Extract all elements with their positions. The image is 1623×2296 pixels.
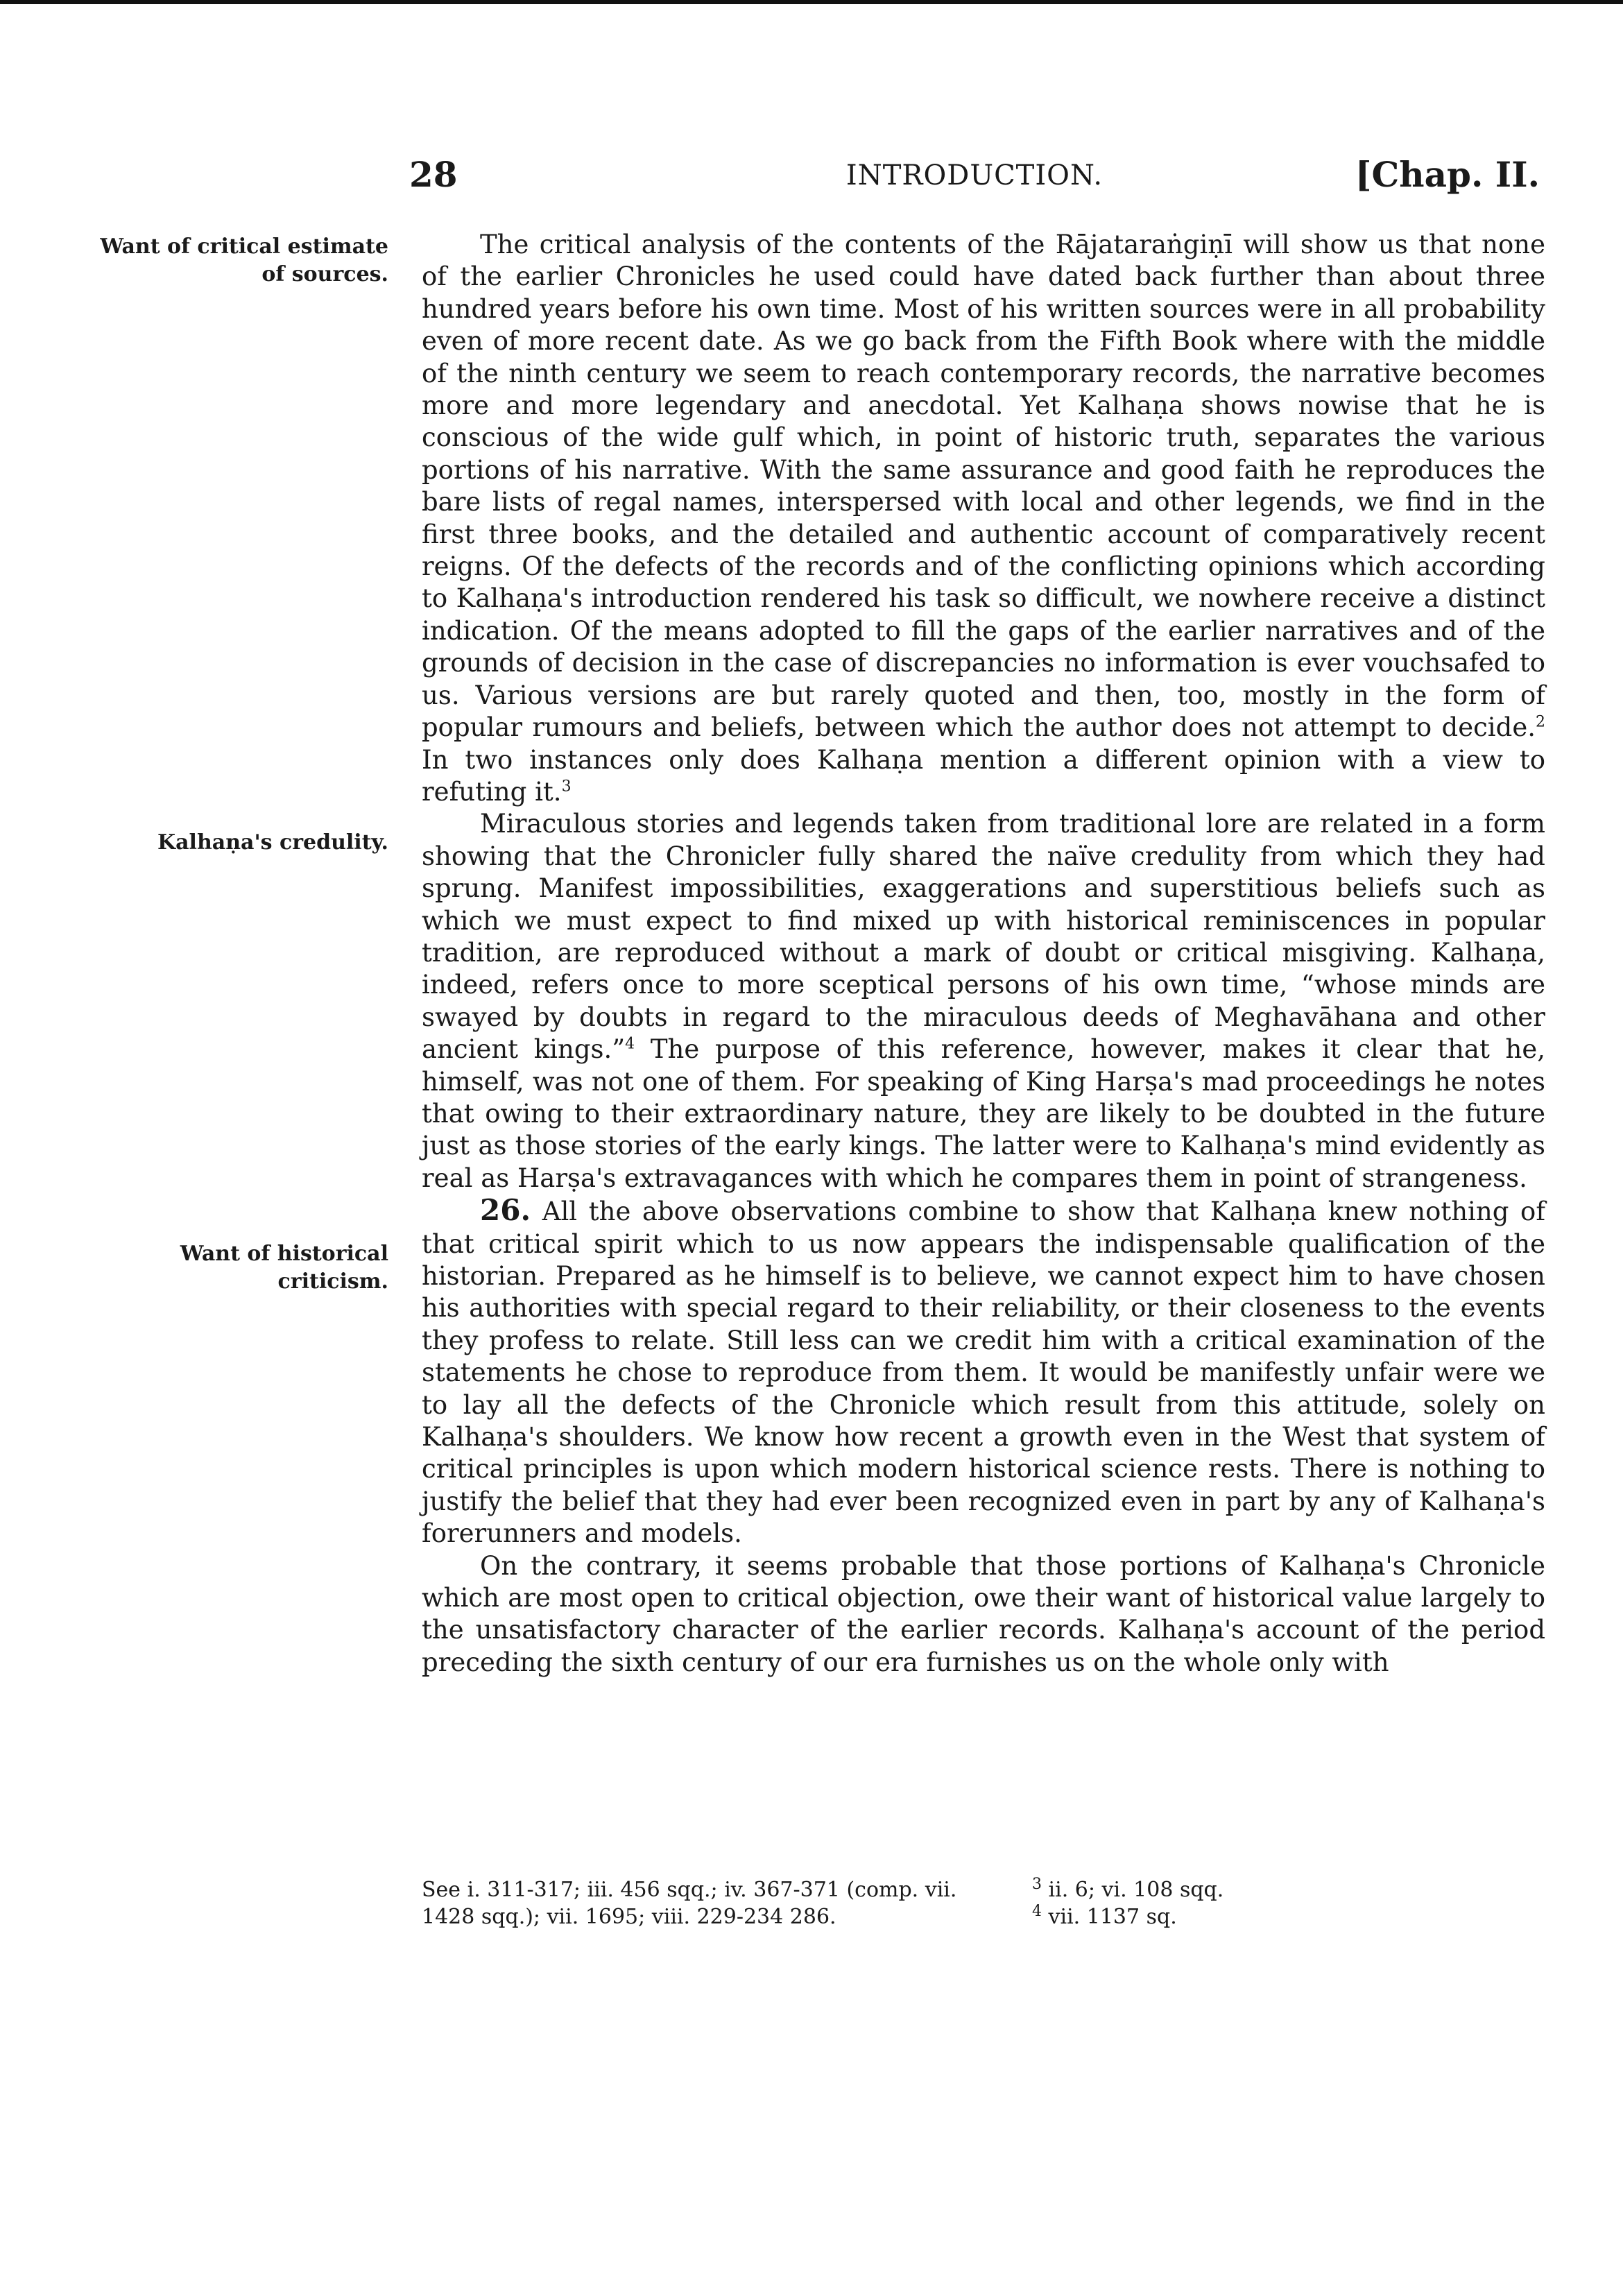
footnote-2: See i. 311-317; iii. 456 sqq.; iv. 367-371 (comp. vii. 1428 sqq.); vii. 1695; viii. 229-234 286. bbox=[422, 1878, 957, 1929]
footnote-4: $^4$ vii. 1137 sq. bbox=[1032, 1903, 1177, 1929]
sidenote-sources: Want of critical estimate of sources. bbox=[100, 234, 388, 286]
paragraph: 26. All the above observations combine to show that Kalhaṇa knew nothing of that critical spirit which to us now appears the indispensable qualification of the historian. Prepared as he himself is to believe, we cannot expect him to have chosen his authorities with special regard to their reliability, or their closeness to the events they profess to relate. Still less can we credit him with a critical examination of the statements he chose to reproduce from them. It would be manifestly unfair were we to lay all the defects of the Chronicle which result from this attitude, solely on Kalhaṇa's shoulders. We know how recent a growth even in the West that system of critical principles is upon which modern historical science rests. There is nothing to justify the belief that they had ever been recognized even in part by any of Kalhaṇa's forerunners and models. bbox=[422, 1193, 1546, 1549]
footnotes bbox=[422, 1876, 1545, 1994]
footnote-mark: 2 bbox=[1536, 713, 1545, 731]
chapter-label: [Chap. II. bbox=[1355, 154, 1540, 195]
page-number: 28 bbox=[409, 154, 458, 195]
running-header bbox=[409, 154, 1540, 203]
sidenote-credulity: Kalhaṇa's credulity. bbox=[157, 830, 388, 855]
footnote-mark: 3 bbox=[561, 778, 572, 796]
footnote-3: $^3$ ii. 6; vi. 108 sqq. bbox=[1032, 1876, 1224, 1902]
footnote-mark: 4 bbox=[625, 1035, 635, 1053]
footnote-column bbox=[1032, 1876, 1518, 1930]
paragraph: Miraculous stories and legends taken from traditional lore are related in a form showing that the Chronicler fully shared the naïve credulity from which they had sprung. Manifest impossibilities, exaggerations and superstitious beliefs such as which we must expect to find mixed up with historical reminiscences in popular tradition, are reproduced without a mark of doubt or critical misgiving. Kalhaṇa, indeed, refers once to more sceptical persons of his own time, “whose minds are swayed by doubts in regard to the miraculous deeds of Meghavāhana and other ancient kings.”$^4$ The purpose of this reference, however, makes it clear that he, himself, was not one of them. For speaking of King Harṣa's mad proceedings he notes that owing to their extraordinary nature, they are likely to be doubted in the future just as those stories of the early kings. The latter were to Kalhaṇa's mind evidently as real as Harṣa's extravagances with which he compares them in point of strangeness. bbox=[422, 809, 1545, 1193]
paragraph: The critical analysis of the contents of the Rājataraṅgiṇī will show us that none of the earlier Chronicles he used could have dated back further than about three hundred years before his own time. Most of his written sources were in all probability even of more recent date. As we go back from the Fifth Book where with the middle of the ninth century we seem to reach contemporary records, the narrative becomes more and more legendary and anecdotal. Yet Kalhaṇa shows nowise that he is conscious of the wide gulf which, in point of historic truth, separates the various portions of his narrative. With the same assurance and good faith he reproduces the bare lists of regal names, interspersed with local and other legends, we find in the first three books, and the detailed and authentic account of comparatively recent reigns. Of the defects of the records and of the conflicting opinions which according to Kalhaṇa's introduction rendered his task so difficult, we nowhere receive a distinct indication. Of the means adopted to fill the gaps of the earlier narratives and of the grounds of decision in the case of discrepancies no information is ever vouchsafed to us. Various versions are but rarely quoted and then, too, mostly in the form of popular rumours and beliefs, between which the author does not attempt to decide.$^2$ In two instances only does Kalhaṇa mention a different opinion with a view to refuting it.$^3$ bbox=[422, 230, 1545, 807]
running-title: INTRODUCTION. bbox=[845, 160, 1104, 191]
sidenote-criticism: Want of historical criticism. bbox=[180, 1242, 388, 1294]
page-top-border bbox=[0, 0, 1623, 4]
main-text bbox=[422, 229, 1545, 1679]
paragraph: On the contrary, it seems probable that those portions of Kalhaṇa's Chronicle which are most open to critical objection, owe their want of historical value largely to the unsatisfactory character of the earlier records. Kalhaṇa's account of the period preceding the sixth century of our era furnishes us on the whole only with bbox=[422, 1550, 1545, 1677]
section-number: 26. bbox=[480, 1193, 531, 1228]
